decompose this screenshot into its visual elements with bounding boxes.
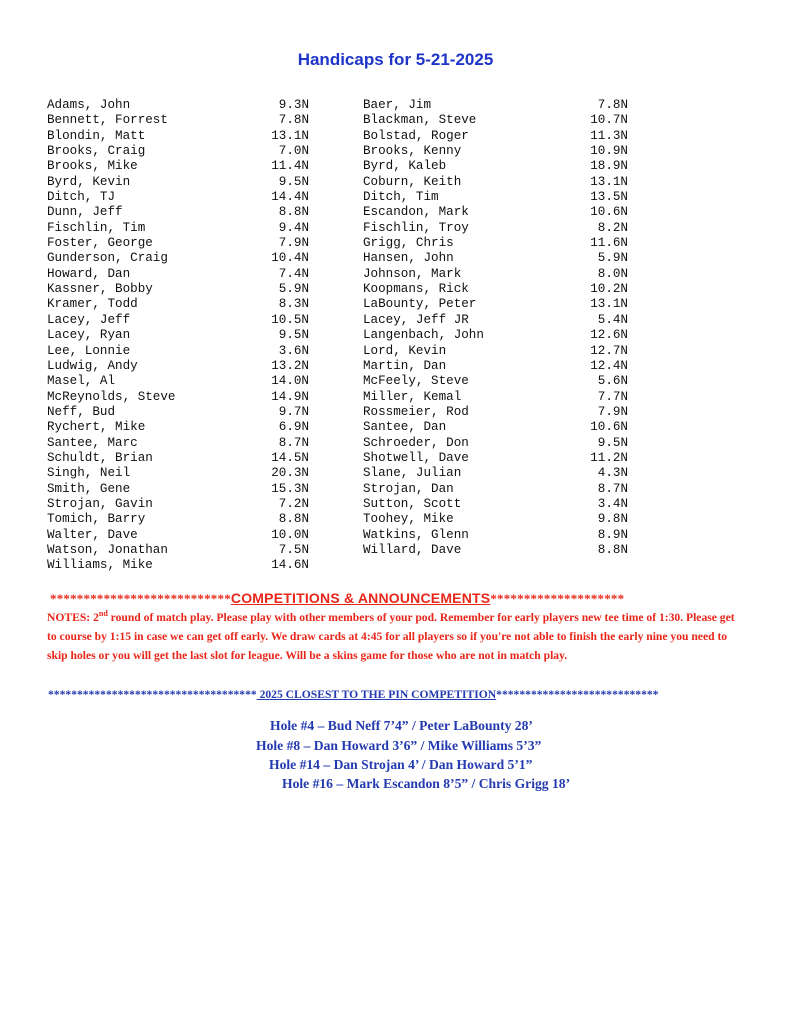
page-title: Handicaps for 5-21-2025: [297, 50, 494, 69]
player-name: Fischlin, Tim: [47, 220, 146, 235]
handicap-value: 8.7N: [278, 435, 309, 450]
handicap-value: 10.6N: [590, 420, 628, 435]
handicap-value: 10.5N: [271, 312, 309, 327]
player-name: Masel, Al: [47, 374, 116, 389]
competitions-title: COMPETITIONS & ANNOUNCEMENTS: [230, 590, 491, 606]
handicap-list-left: [47, 98, 309, 574]
handicap-row: [47, 328, 309, 343]
handicap-row: [47, 236, 309, 251]
handicap-value: 5.4N: [597, 312, 628, 327]
ctp-hole-8: Hole #8 – Dan Howard 3’6” / Mike Williams 5’3”: [256, 738, 542, 753]
stars-right: ********************: [490, 591, 625, 606]
handicap-row: [47, 359, 309, 374]
player-name: Slane, Julian: [363, 466, 462, 481]
handicap-row: [47, 390, 309, 405]
handicap-row: [363, 466, 628, 481]
handicap-row: [363, 328, 628, 343]
handicap-row: [47, 451, 309, 466]
player-name: Watson, Jonathan: [47, 542, 168, 557]
notes-prefix: NOTES: 2: [47, 611, 99, 624]
player-name: Bolstad, Roger: [363, 128, 469, 143]
player-name: Lacey, Jeff JR: [363, 312, 469, 327]
player-name: Strojan, Dan: [363, 481, 454, 496]
player-name: Dunn, Jeff: [47, 205, 123, 220]
handicap-row: [363, 313, 628, 328]
player-name: Lord, Kevin: [363, 343, 447, 358]
handicap-row: [363, 390, 628, 405]
handicap-value: 4.3N: [597, 466, 628, 481]
handicap-row: [363, 359, 628, 374]
player-name: Gunderson, Craig: [47, 251, 168, 266]
player-name: Shotwell, Dave: [363, 450, 469, 465]
handicap-row: [47, 558, 309, 573]
handicap-row: [47, 482, 309, 497]
handicap-value: 10.2N: [590, 282, 628, 297]
handicap-value: 12.4N: [590, 358, 628, 373]
player-name: Strojan, Gavin: [47, 496, 153, 511]
handicap-value: 7.7N: [597, 389, 628, 404]
ctp-hole-4: Hole #4 – Bud Neff 7’4” / Peter LaBounty 28’: [270, 718, 533, 733]
handicap-value: 7.9N: [597, 404, 628, 419]
handicap-value: 14.0N: [271, 374, 309, 389]
handicap-value: 13.1N: [271, 128, 309, 143]
handicap-row: [47, 282, 309, 297]
notes-superscript: nd: [98, 609, 108, 619]
player-name: Lacey, Jeff: [47, 312, 131, 327]
handicap-value: 5.6N: [597, 374, 628, 389]
handicap-row: [363, 420, 628, 435]
handicap-value: 13.1N: [590, 297, 628, 312]
handicap-row: [363, 159, 628, 174]
notes-body: round of match play. Please play with other members of your pod. Remember for early players new tee time of 1:30. Please get to course by 1:15 in case we can get off early. We draw cards at 4:45 for all players so if you're not able to finish the early nine you need to skip holes or you will get the last slot for league. Will be a skins game for those who are not in match play.: [47, 611, 735, 662]
handicap-row: [47, 297, 309, 312]
handicap-row: [47, 190, 309, 205]
player-name: Ludwig, Andy: [47, 358, 138, 373]
player-name: Koopmans, Rick: [363, 282, 469, 297]
player-name: Santee, Marc: [47, 435, 138, 450]
handicap-value: 11.2N: [590, 450, 628, 465]
handicap-value: 7.8N: [597, 98, 628, 112]
player-name: Willard, Dave: [363, 542, 462, 557]
ctp-title: 2025 CLOSEST TO THE PIN COMPETITION: [256, 688, 497, 701]
handicap-row: [47, 267, 309, 282]
handicap-row: [47, 175, 309, 190]
player-name: LaBounty, Peter: [363, 297, 477, 312]
player-name: Walter, Dave: [47, 527, 138, 542]
handicap-row: [363, 236, 628, 251]
handicap-value: 3.4N: [597, 496, 628, 511]
handicap-row: [363, 405, 628, 420]
player-name: Toohey, Mike: [363, 512, 454, 527]
handicap-value: 6.9N: [278, 420, 309, 435]
handicap-value: 18.9N: [590, 159, 628, 174]
handicap-row: [47, 512, 309, 527]
handicap-value: 14.6N: [271, 558, 309, 573]
handicap-value: 13.2N: [271, 358, 309, 373]
handicap-row: [47, 543, 309, 558]
player-name: Kassner, Bobby: [47, 282, 153, 297]
player-name: Blackman, Steve: [363, 113, 477, 128]
handicap-value: 9.8N: [597, 512, 628, 527]
player-name: Adams, John: [47, 98, 131, 112]
player-name: Kramer, Todd: [47, 297, 138, 312]
handicap-value: 8.9N: [597, 527, 628, 542]
handicap-value: 14.9N: [271, 389, 309, 404]
handicap-value: 3.6N: [278, 343, 309, 358]
player-name: Foster, George: [47, 236, 153, 251]
handicap-row: [47, 113, 309, 128]
player-name: Brooks, Craig: [47, 144, 146, 159]
player-name: Brooks, Mike: [47, 159, 138, 174]
handicap-row: [363, 482, 628, 497]
handicap-list-right: [363, 98, 628, 558]
player-name: Langenbach, John: [363, 328, 484, 343]
ctp-stars-right: ****************************: [496, 688, 659, 701]
player-name: Smith, Gene: [47, 481, 131, 496]
handicap-row: [363, 297, 628, 312]
handicap-value: 15.3N: [271, 481, 309, 496]
closest-to-pin-heading: [48, 688, 748, 701]
player-name: Williams, Mike: [47, 558, 153, 573]
player-name: Miller, Kemal: [363, 389, 462, 404]
player-name: Fischlin, Troy: [363, 220, 469, 235]
handicap-row: [363, 543, 628, 558]
player-name: Escandon, Mark: [363, 205, 469, 220]
player-name: Brooks, Kenny: [363, 144, 462, 159]
player-name: Bennett, Forrest: [47, 113, 168, 128]
handicap-value: 7.2N: [278, 496, 309, 511]
handicap-row: [363, 267, 628, 282]
player-name: Neff, Bud: [47, 404, 116, 419]
handicap-row: [363, 144, 628, 159]
handicap-value: 7.8N: [278, 113, 309, 128]
handicap-value: 13.5N: [590, 190, 628, 205]
player-name: Hansen, John: [363, 251, 454, 266]
player-name: Coburn, Keith: [363, 174, 462, 189]
player-name: Ditch, Tim: [363, 190, 439, 205]
handicap-value: 12.7N: [590, 343, 628, 358]
player-name: Byrd, Kaleb: [363, 159, 447, 174]
handicap-value: 14.4N: [271, 190, 309, 205]
handicap-row: [363, 190, 628, 205]
handicap-row: [363, 451, 628, 466]
handicap-row: [47, 497, 309, 512]
handicap-value: 8.8N: [597, 542, 628, 557]
player-name: Martin, Dan: [363, 358, 447, 373]
handicap-row: [47, 374, 309, 389]
handicap-value: 13.1N: [590, 174, 628, 189]
player-name: McFeely, Steve: [363, 374, 469, 389]
handicap-value: 10.0N: [271, 527, 309, 542]
player-name: Johnson, Mark: [363, 266, 462, 281]
player-name: Schroeder, Don: [363, 435, 469, 450]
handicap-row: [363, 205, 628, 220]
player-name: Blondin, Matt: [47, 128, 146, 143]
handicap-value: 8.8N: [278, 512, 309, 527]
ctp-stars-left: ************************************: [48, 688, 257, 701]
player-name: Sutton, Scott: [363, 496, 462, 511]
handicap-value: 8.8N: [278, 205, 309, 220]
player-name: Howard, Dan: [47, 266, 131, 281]
handicap-value: 12.6N: [590, 328, 628, 343]
handicap-value: 11.6N: [590, 236, 628, 251]
player-name: Lacey, Ryan: [47, 328, 131, 343]
player-name: Schuldt, Brian: [47, 450, 153, 465]
handicap-row: [363, 344, 628, 359]
handicap-row: [47, 129, 309, 144]
player-name: Watkins, Glenn: [363, 527, 469, 542]
handicap-value: 9.5N: [278, 328, 309, 343]
handicap-row: [363, 497, 628, 512]
handicap-value: 11.4N: [271, 159, 309, 174]
handicap-row: [363, 374, 628, 389]
handicap-row: [363, 98, 628, 113]
handicap-row: [363, 251, 628, 266]
handicap-value: 7.0N: [278, 144, 309, 159]
handicap-value: 7.4N: [278, 266, 309, 281]
handicap-row: [363, 129, 628, 144]
handicap-value: 11.3N: [590, 128, 628, 143]
competitions-heading: [50, 590, 740, 607]
handicap-value: 9.5N: [278, 174, 309, 189]
player-name: Lee, Lonnie: [47, 343, 131, 358]
player-name: Singh, Neil: [47, 466, 131, 481]
handicap-value: 10.4N: [271, 251, 309, 266]
handicap-row: [47, 144, 309, 159]
handicap-value: 20.3N: [271, 466, 309, 481]
handicap-value: 9.3N: [278, 98, 309, 112]
player-name: Grigg, Chris: [363, 236, 454, 251]
handicap-row: [47, 528, 309, 543]
handicap-row: [47, 221, 309, 236]
handicap-value: 8.0N: [597, 266, 628, 281]
handicap-value: 5.9N: [278, 282, 309, 297]
handicap-row: [47, 313, 309, 328]
handicap-row: [363, 528, 628, 543]
notes-paragraph: [47, 609, 747, 665]
handicap-row: [363, 175, 628, 190]
ctp-hole-14: Hole #14 – Dan Strojan 4’ / Dan Howard 5’1”: [269, 757, 533, 772]
player-name: Rychert, Mike: [47, 420, 146, 435]
handicap-value: 14.5N: [271, 450, 309, 465]
handicap-row: [47, 420, 309, 435]
handicap-row: [363, 512, 628, 527]
player-name: Tomich, Barry: [47, 512, 146, 527]
handicap-row: [47, 344, 309, 359]
handicap-value: 8.3N: [278, 297, 309, 312]
handicap-value: 10.9N: [590, 144, 628, 159]
handicap-row: [47, 251, 309, 266]
handicap-value: 10.7N: [590, 113, 628, 128]
handicap-row: [47, 159, 309, 174]
handicap-row: [47, 405, 309, 420]
ctp-hole-16: Hole #16 – Mark Escandon 8’5” / Chris Grigg 18’: [282, 776, 571, 791]
handicap-value: 7.9N: [278, 236, 309, 251]
handicap-row: [47, 205, 309, 220]
handicap-row: [363, 282, 628, 297]
handicap-value: 5.9N: [597, 251, 628, 266]
handicap-row: [363, 221, 628, 236]
handicap-value: 7.5N: [278, 542, 309, 557]
handicap-value: 9.4N: [278, 220, 309, 235]
player-name: Baer, Jim: [363, 98, 432, 112]
handicap-value: 9.7N: [278, 404, 309, 419]
player-name: Santee, Dan: [363, 420, 447, 435]
player-name: Byrd, Kevin: [47, 174, 131, 189]
handicap-value: 8.7N: [597, 481, 628, 496]
handicap-row: [363, 113, 628, 128]
handicap-value: 9.5N: [597, 435, 628, 450]
player-name: Rossmeier, Rod: [363, 404, 469, 419]
handicap-row: [47, 466, 309, 481]
handicap-row: [47, 98, 309, 113]
handicap-value: 8.2N: [597, 220, 628, 235]
player-name: McReynolds, Steve: [47, 389, 176, 404]
handicap-row: [363, 436, 628, 451]
player-name: Ditch, TJ: [47, 190, 116, 205]
handicap-row: [47, 436, 309, 451]
handicap-value: 10.6N: [590, 205, 628, 220]
stars-left: ***************************: [50, 591, 231, 606]
